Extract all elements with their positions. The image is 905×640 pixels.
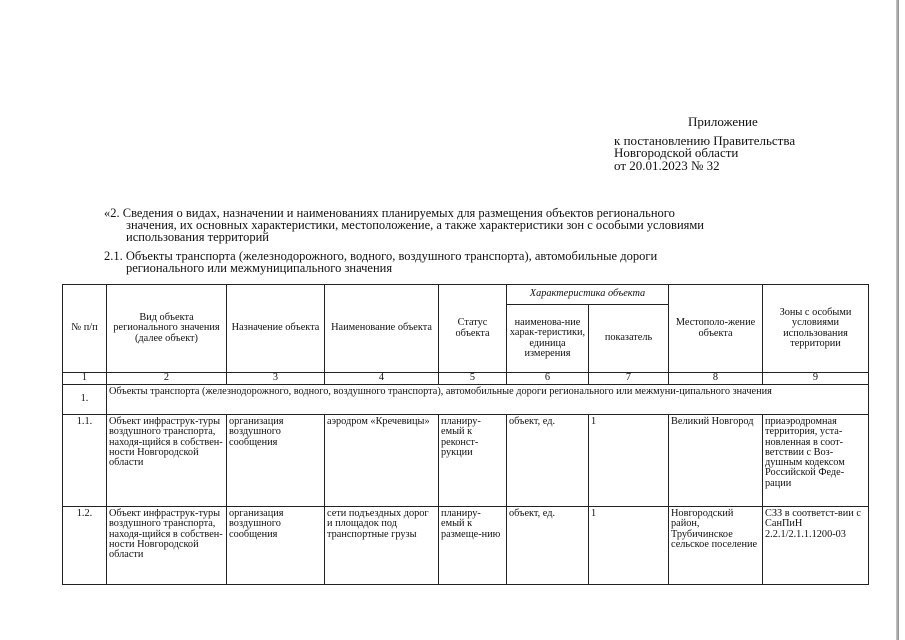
col-number: 1	[63, 373, 107, 385]
row-location: Великий Новгород	[669, 415, 763, 507]
header-characteristic: Характеристика объекта	[507, 285, 669, 305]
col-number: 8	[669, 373, 763, 385]
appendix-date-line: от 20.01.2023 № 32	[614, 157, 720, 173]
table-row	[63, 507, 869, 585]
row-status: планиру-емый к размеще-нию	[439, 507, 507, 585]
row-num: 1.2.	[63, 507, 107, 585]
row-unit: объект, ед.	[507, 415, 589, 507]
header-char-value: показатель	[589, 305, 669, 373]
section-title: Объекты транспорта (железнодорожного, водного, воздушного транспорта), автомобильные дороги регионального или межмуни-ципального значения	[107, 385, 869, 415]
row-unit: объект, ед.	[507, 507, 589, 585]
row-value: 1	[589, 507, 669, 585]
appendix-line: Новгородской области	[614, 145, 739, 160]
header-name: Наименование объекта	[325, 285, 439, 373]
row-purpose: организация воздушного сообщения	[227, 415, 325, 507]
row-zones: СЗЗ в соответст-вии с СанПиН 2.2.1/2.1.1.1200-03	[763, 507, 869, 585]
objects-table	[62, 284, 869, 585]
row-zones: приаэродромная территория, уста-новленная в соот-ветствии с Воз-душным кодексом Российской Феде-рации	[763, 415, 869, 507]
row-name: сети подъездных дорог и площадок под транспортные грузы	[325, 507, 439, 585]
table-row	[63, 415, 869, 507]
row-location: Новгородский район, Трубичинское сельское поселение	[669, 507, 763, 585]
header-num: № п/п	[63, 285, 107, 373]
row-num: 1.1.	[63, 415, 107, 507]
row-name: аэродром «Кречевицы»	[325, 415, 439, 507]
scan-edge	[896, 0, 899, 640]
intro-line: регионального или межмуниципального значения	[126, 261, 393, 275]
column-numbers-row	[63, 373, 869, 385]
section-num: 1.	[63, 385, 107, 415]
col-number: 6	[507, 373, 589, 385]
appendix-title: Приложение	[688, 114, 758, 129]
header-kind: Вид объекта регионального значения (далее объект)	[107, 285, 227, 373]
section-row	[63, 385, 869, 415]
col-number: 4	[325, 373, 439, 385]
intro-line: использования территорий	[126, 230, 269, 244]
appendix-block	[614, 116, 795, 172]
header-purpose: Назначение объекта	[227, 285, 325, 373]
header-status: Статус объекта	[439, 285, 507, 373]
intro-paragraph-2	[104, 207, 834, 243]
row-kind: Объект инфраструк-туры воздушного транспорта, находя-щийся в собствен-ности Новгородской области	[107, 415, 227, 507]
intro-line: «2. Сведения о видах, назначении и наименованиях планируемых для размещения объектов регионального	[104, 206, 675, 220]
row-status: планиру-емый к реконст-рукции	[439, 415, 507, 507]
appendix-line: к постановлению Правительства	[614, 132, 796, 148]
header-zones: Зоны с особыми условиями использования территории	[763, 285, 869, 373]
col-number: 9	[763, 373, 869, 385]
col-number: 7	[589, 373, 669, 385]
row-kind: Объект инфраструк-туры воздушного транспорта, находя-щийся в собствен-ности Новгородской области	[107, 507, 227, 585]
row-value: 1	[589, 415, 669, 507]
intro-text	[104, 207, 834, 274]
row-purpose: организация воздушного сообщения	[227, 507, 325, 585]
intro-line: 2.1. Объекты транспорта (железнодорожного, водного, воздушного транспорта), автомобильные дороги	[104, 249, 658, 263]
col-number: 2	[107, 373, 227, 385]
header-location: Местополо-жение объекта	[669, 285, 763, 373]
col-number: 3	[227, 373, 325, 385]
header-char-name: наименова-ние харак-теристики, единица измерения	[507, 305, 589, 373]
intro-line: значения, их основных характеристики, местоположение, а также характеристики зон с особыми условиями	[126, 218, 704, 232]
intro-paragraph-2-1	[104, 250, 834, 274]
col-number: 5	[439, 373, 507, 385]
